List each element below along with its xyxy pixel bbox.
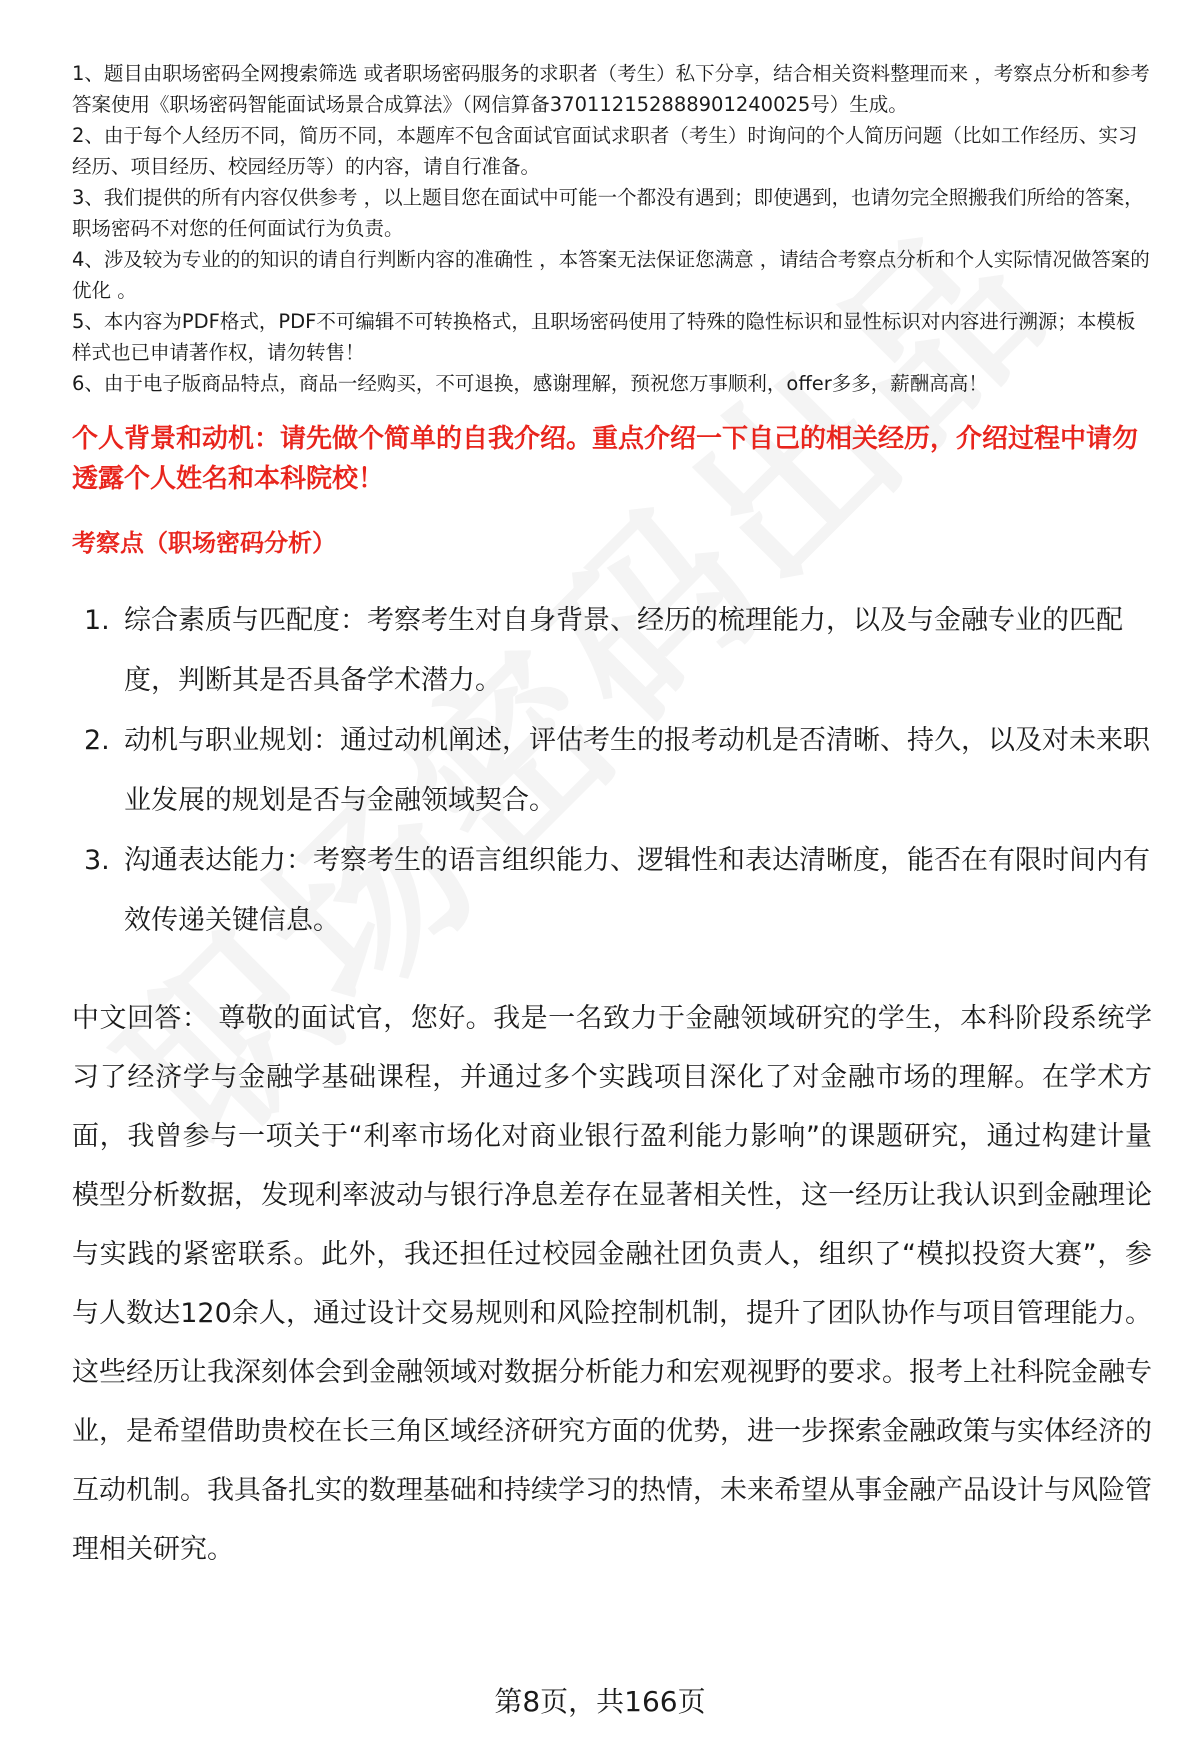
question-heading: 个人背景和动机：请先做个简单的自我介绍。重点介绍一下自己的相关经历，介绍过程中请勿透露个人姓名和本科院校！ — [72, 424, 1139, 494]
point-number: 1. — [84, 605, 110, 636]
notice-item: 6、由于电子版商品特点，商品一经购买，不可退换，感谢理解，预祝您万事顺利，offer多多，薪酬高高！ — [72, 372, 988, 395]
document-page — [72, 58, 1152, 1579]
notice-item: 5、本内容为PDF格式，PDF不可编辑不可转换格式，且职场密码使用了特殊的隐性标识和显性标识对内容进行溯源；本模板样式也已申请著作权，请勿转售！ — [72, 310, 1136, 364]
answer-paragraph: 中文回答： 尊敬的面试官，您好。我是一名致力于金融领域研究的学生，本科阶段系统学习了经济学与金融学基础课程，并通过多个实践项目深化了对金融市场的理解。在学术方面，我曾参与一项关于“利率市场化对商业银行盈利能力影响”的课题研究，通过构建计量模型分析数据，发现利率波动与银行净息差存在显著相关性，这一经历让我认识到金融理论与实践的紧密联系。此外，我还担任过校园金融社团负责人，组织了“模拟投资大赛”，参与人数达120余人，通过设计交易规则和风险控制机制，提升了团队协作与项目管理能力。这些经历让我深刻体会到金融领域对数据分析能力和宏观视野的要求。报考上社科院金融专业，是希望借助贵校在长三角区域经济研究方面的优势，进一步探索金融政策与实体经济的互动机制。我具备扎实的数理基础和持续学习的热情，未来希望从事金融产品设计与风险管理相关研究。 — [72, 1003, 1152, 1565]
point-text: 动机与职业规划：通过动机阐述，评估考生的报考动机是否清晰、持久，以及对未来职业发展的规划是否与金融领域契合。 — [124, 725, 1150, 816]
analysis-heading: 考察点（职场密码分析） — [72, 529, 336, 557]
notice-item: 2、由于每个人经历不同，简历不同，本题库不包含面试官面试求职者（考生）时询问的个人简历问题（比如工作经历、实习经历、项目经历、校园经历等）的内容，请自行准备。 — [72, 124, 1138, 178]
point-number: 2. — [84, 725, 110, 756]
notice-list — [72, 58, 1152, 399]
point-text: 沟通表达能力：考察考生的语言组织能力、逻辑性和表达清晰度，能否在有限时间内有效传递关键信息。 — [124, 845, 1150, 936]
analysis-point — [72, 711, 1152, 831]
point-number: 3. — [84, 845, 110, 876]
point-text: 综合素质与匹配度：考察考生对自身背景、经历的梳理能力，以及与金融专业的匹配度，判断其是否具备学术潜力。 — [124, 605, 1123, 696]
page-footer: 第8页，共166页 — [494, 1685, 706, 1718]
notice-item: 3、我们提供的所有内容仅供参考 ，以上题目您在面试中可能一个都没有遇到；即使遇到，也请勿完全照搬我们所给的答案，职场密码不对您的任何面试行为负责。 — [72, 186, 1144, 240]
analysis-point — [72, 591, 1152, 711]
analysis-points — [72, 591, 1152, 951]
analysis-point — [72, 831, 1152, 951]
notice-item: 1、题目由职场密码全网搜索筛选 或者职场密码服务的求职者（考生）私下分享，结合相关资料整理而来 ，考察点分析和参考答案使用《职场密码智能面试场景合成算法》（网信算备370112152888901240025号）生成。 — [72, 62, 1150, 116]
notice-item: 4、涉及较为专业的的知识的请自行判断内容的准确性 ，本答案无法保证您满意 ，请结合考察点分析和个人实际情况做答案的优化 。 — [72, 248, 1150, 302]
